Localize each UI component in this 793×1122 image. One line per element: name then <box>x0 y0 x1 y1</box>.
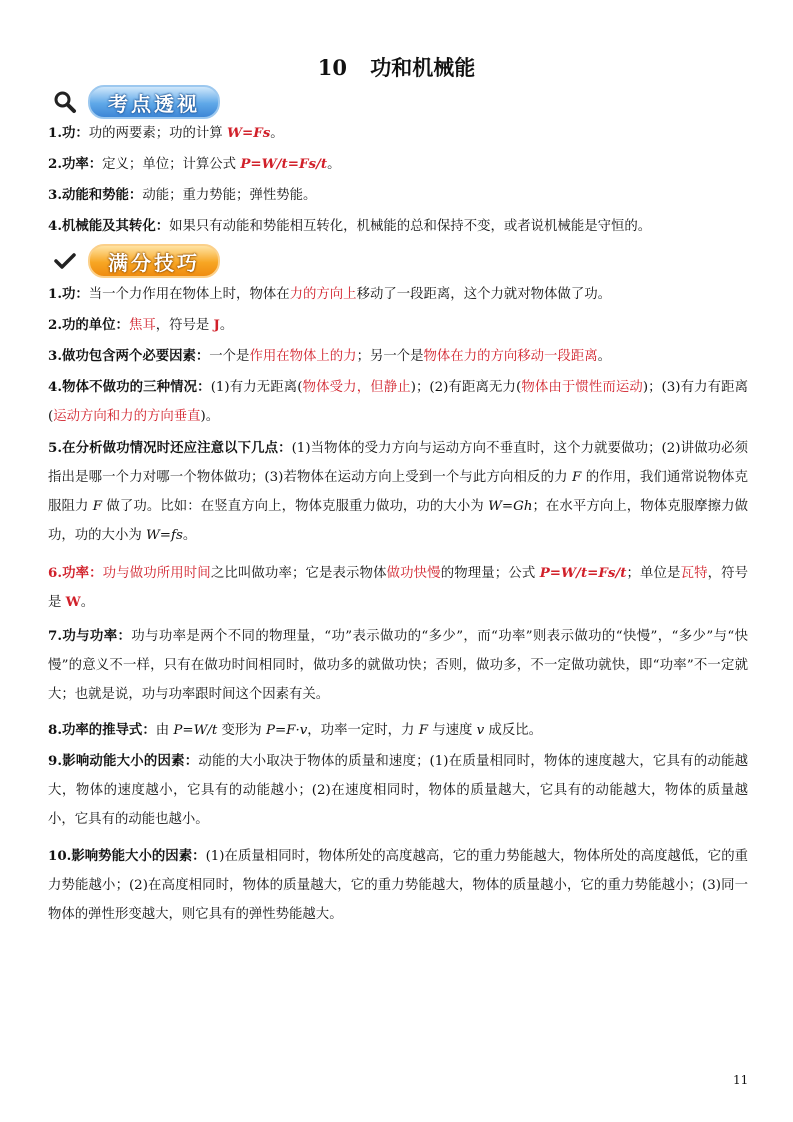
item-text: 。 <box>327 157 341 172</box>
item-text: ；另一个是 <box>356 349 424 364</box>
variable: P=F·v <box>265 723 308 738</box>
item-text: 之比叫做功率；它是表示物体 <box>210 566 387 581</box>
variable: P=W/t <box>173 723 218 738</box>
manfen-item-8 <box>48 716 748 745</box>
highlight-text: 做功快慢 <box>386 566 441 581</box>
variable: F <box>418 723 428 738</box>
item-text: (1)在质量相同时，物体所处的高度越高，它的重力势能越大，物体所处的高度越低，它的重力势能越小；(2)在高度相同时，物体的质量越大，它的重力势能越大，物体的质量越小，它的重力势能越小；(3)同一物体的弹性形变越大，则它具有的弹性势能越大。 <box>48 849 749 922</box>
chapter-number: 10 <box>317 55 347 80</box>
item-text: 功与功率是两个不同的物理量，“功”表示做功的“多少”，而“功率”则表示做功的“快慢”，“多少”与“快慢”的意义不一样，只有在做功时间相同时，做功多的就做功快；否则，做功多，不一定做功就快，即“功率”不一定就大；也就是说，功与功率跟时间这个因素有关。 <box>48 629 748 702</box>
item-heading: 3.动能和势能： <box>48 187 143 203</box>
item-heading: 1.功： <box>48 286 89 302</box>
item-text: ，符号是 <box>155 318 214 333</box>
item-text: 。 <box>597 349 611 364</box>
kaodian-banner <box>52 85 220 119</box>
item-heading: 8.功率的推导式： <box>48 722 156 738</box>
magnifier-icon <box>52 89 78 115</box>
item-text: 的作用，我们通常说物体克服阻力 <box>48 470 748 514</box>
item-text: 功的两要素；功的计算 <box>88 126 227 141</box>
kaodian-item-2 <box>48 150 748 179</box>
manfen-item-1 <box>48 280 748 309</box>
item-text: (1)当物体的受力方向与运动方向不垂直时，这个力就要做功；(2)讲做功必须指出是哪一个力对哪一个物体做功；(3)若物体在运动方向上受到一个与此方向相反的力 <box>48 441 748 485</box>
variable: v <box>476 723 485 738</box>
highlight-text: 力的方向上 <box>289 287 357 302</box>
item-text: 。 <box>270 126 284 141</box>
variable: F <box>92 499 103 514</box>
item-text: 做了功。比如：在竖直方向上，物体克服重力做功，功的大小为 <box>102 499 489 514</box>
item-heading: 9.影响动能大小的因素： <box>48 753 199 769</box>
highlight-text: 运动方向和力的方向垂直 <box>53 409 201 424</box>
item-text: 动能的大小取决于物体的质量和速度；(1)在质量相同时，物体的速度越大，它具有的动能越大，物体的速度越小，它具有的动能越小；(2)在速度相同时，物体的质量越大，它具有的动能越大，物体的质量越小，它具有的动能也越小。 <box>48 754 749 827</box>
kaodian-item-4 <box>48 212 748 241</box>
manfen-item-3 <box>48 342 748 371</box>
item-text: 一个是 <box>209 349 250 364</box>
item-text: 成反比。 <box>484 723 543 738</box>
checkmark-icon <box>52 248 78 274</box>
item-text: (1)有力无距离( <box>210 380 303 395</box>
item-text: ；单位是 <box>626 566 681 581</box>
highlight-text: J <box>213 317 220 333</box>
item-text: ；在水平方向上，物体克服摩擦力做功，功的大小为 <box>48 499 749 543</box>
item-text: 由 <box>155 723 174 738</box>
variable: W=Gh <box>488 499 533 514</box>
item-text: )；(3)有力有距离( <box>48 380 749 424</box>
item-text: 。 <box>80 595 95 610</box>
item-text: 。 <box>219 318 234 333</box>
item-text: 的物理量；公式 <box>440 566 540 581</box>
manfen-item-9 <box>48 747 748 834</box>
variable: W=fs <box>146 528 183 543</box>
item-text: )；(2)有距离无力( <box>410 380 522 395</box>
manfen-banner <box>52 244 220 278</box>
item-heading: 6.功率： <box>48 565 103 581</box>
item-text: ，功率一定时，力 <box>307 723 419 738</box>
item-heading: 7.功与功率： <box>48 628 132 644</box>
variable: F <box>572 470 582 485</box>
manfen-item-4 <box>48 373 748 431</box>
item-heading: 4.物体不做功的三种情况： <box>48 379 211 395</box>
item-heading: 4.机械能及其转化： <box>48 218 170 234</box>
item-text: 。 <box>182 528 197 543</box>
item-text: 定义；单位；计算公式 <box>102 157 241 172</box>
highlight-text: 功与做功所用时间 <box>102 566 211 581</box>
kaodian-item-3 <box>48 181 748 210</box>
manfen-item-2 <box>48 311 748 340</box>
item-text: 变形为 <box>217 723 266 738</box>
item-text: 动能；重力势能；弹性势能。 <box>142 188 317 203</box>
item-heading: 10.影响势能大小的因素： <box>48 848 206 864</box>
highlight-text: 物体由于惯性而运动 <box>521 380 643 395</box>
manfen-item-10 <box>48 842 748 929</box>
item-text: )。 <box>200 409 220 424</box>
manfen-item-7 <box>48 622 748 709</box>
item-text: 当一个力作用在物体上时，物体在 <box>88 287 290 302</box>
manfen-item-6 <box>48 559 748 617</box>
item-heading: 2.功率： <box>48 156 103 172</box>
highlight-text: 焦耳 <box>128 318 156 333</box>
manfen-item-5 <box>48 434 748 550</box>
manfen-label: 满分技巧 <box>88 244 220 278</box>
item-text: 与速度 <box>427 723 477 738</box>
kaodian-item-1 <box>48 119 748 148</box>
item-heading: 3.做功包含两个必要因素： <box>48 348 210 364</box>
chapter-title: 功和机械能 <box>370 55 476 80</box>
formula: P=W/t=Fs/t <box>240 156 328 172</box>
highlight-text: 作用在物体上的力 <box>249 349 357 364</box>
highlight-text: 物体在力的方向移动一段距离 <box>423 349 598 364</box>
highlight-text: 瓦特 <box>680 566 708 581</box>
highlight-text: 物体受力，但静止 <box>302 380 411 395</box>
item-text: 移动了一段距离，这个力就对物体做了功。 <box>356 287 611 302</box>
item-heading: 5.在分析做功情况时还应注意以下几点： <box>48 440 292 456</box>
formula: W=Fs <box>226 125 271 141</box>
item-text: 如果只有动能和势能相互转化，机械能的总和保持不变，或者说机械能是守恒的。 <box>169 219 652 234</box>
page-number: 11 <box>733 1073 749 1087</box>
item-text: ，符号是 <box>48 566 749 610</box>
kaodian-label: 考点透视 <box>88 85 220 119</box>
highlight-text: W <box>65 594 81 610</box>
item-heading: 1.功： <box>48 125 89 141</box>
item-heading: 2.功的单位： <box>48 317 129 333</box>
formula: P=W/t=Fs/t <box>539 565 627 581</box>
page-title <box>0 52 793 82</box>
